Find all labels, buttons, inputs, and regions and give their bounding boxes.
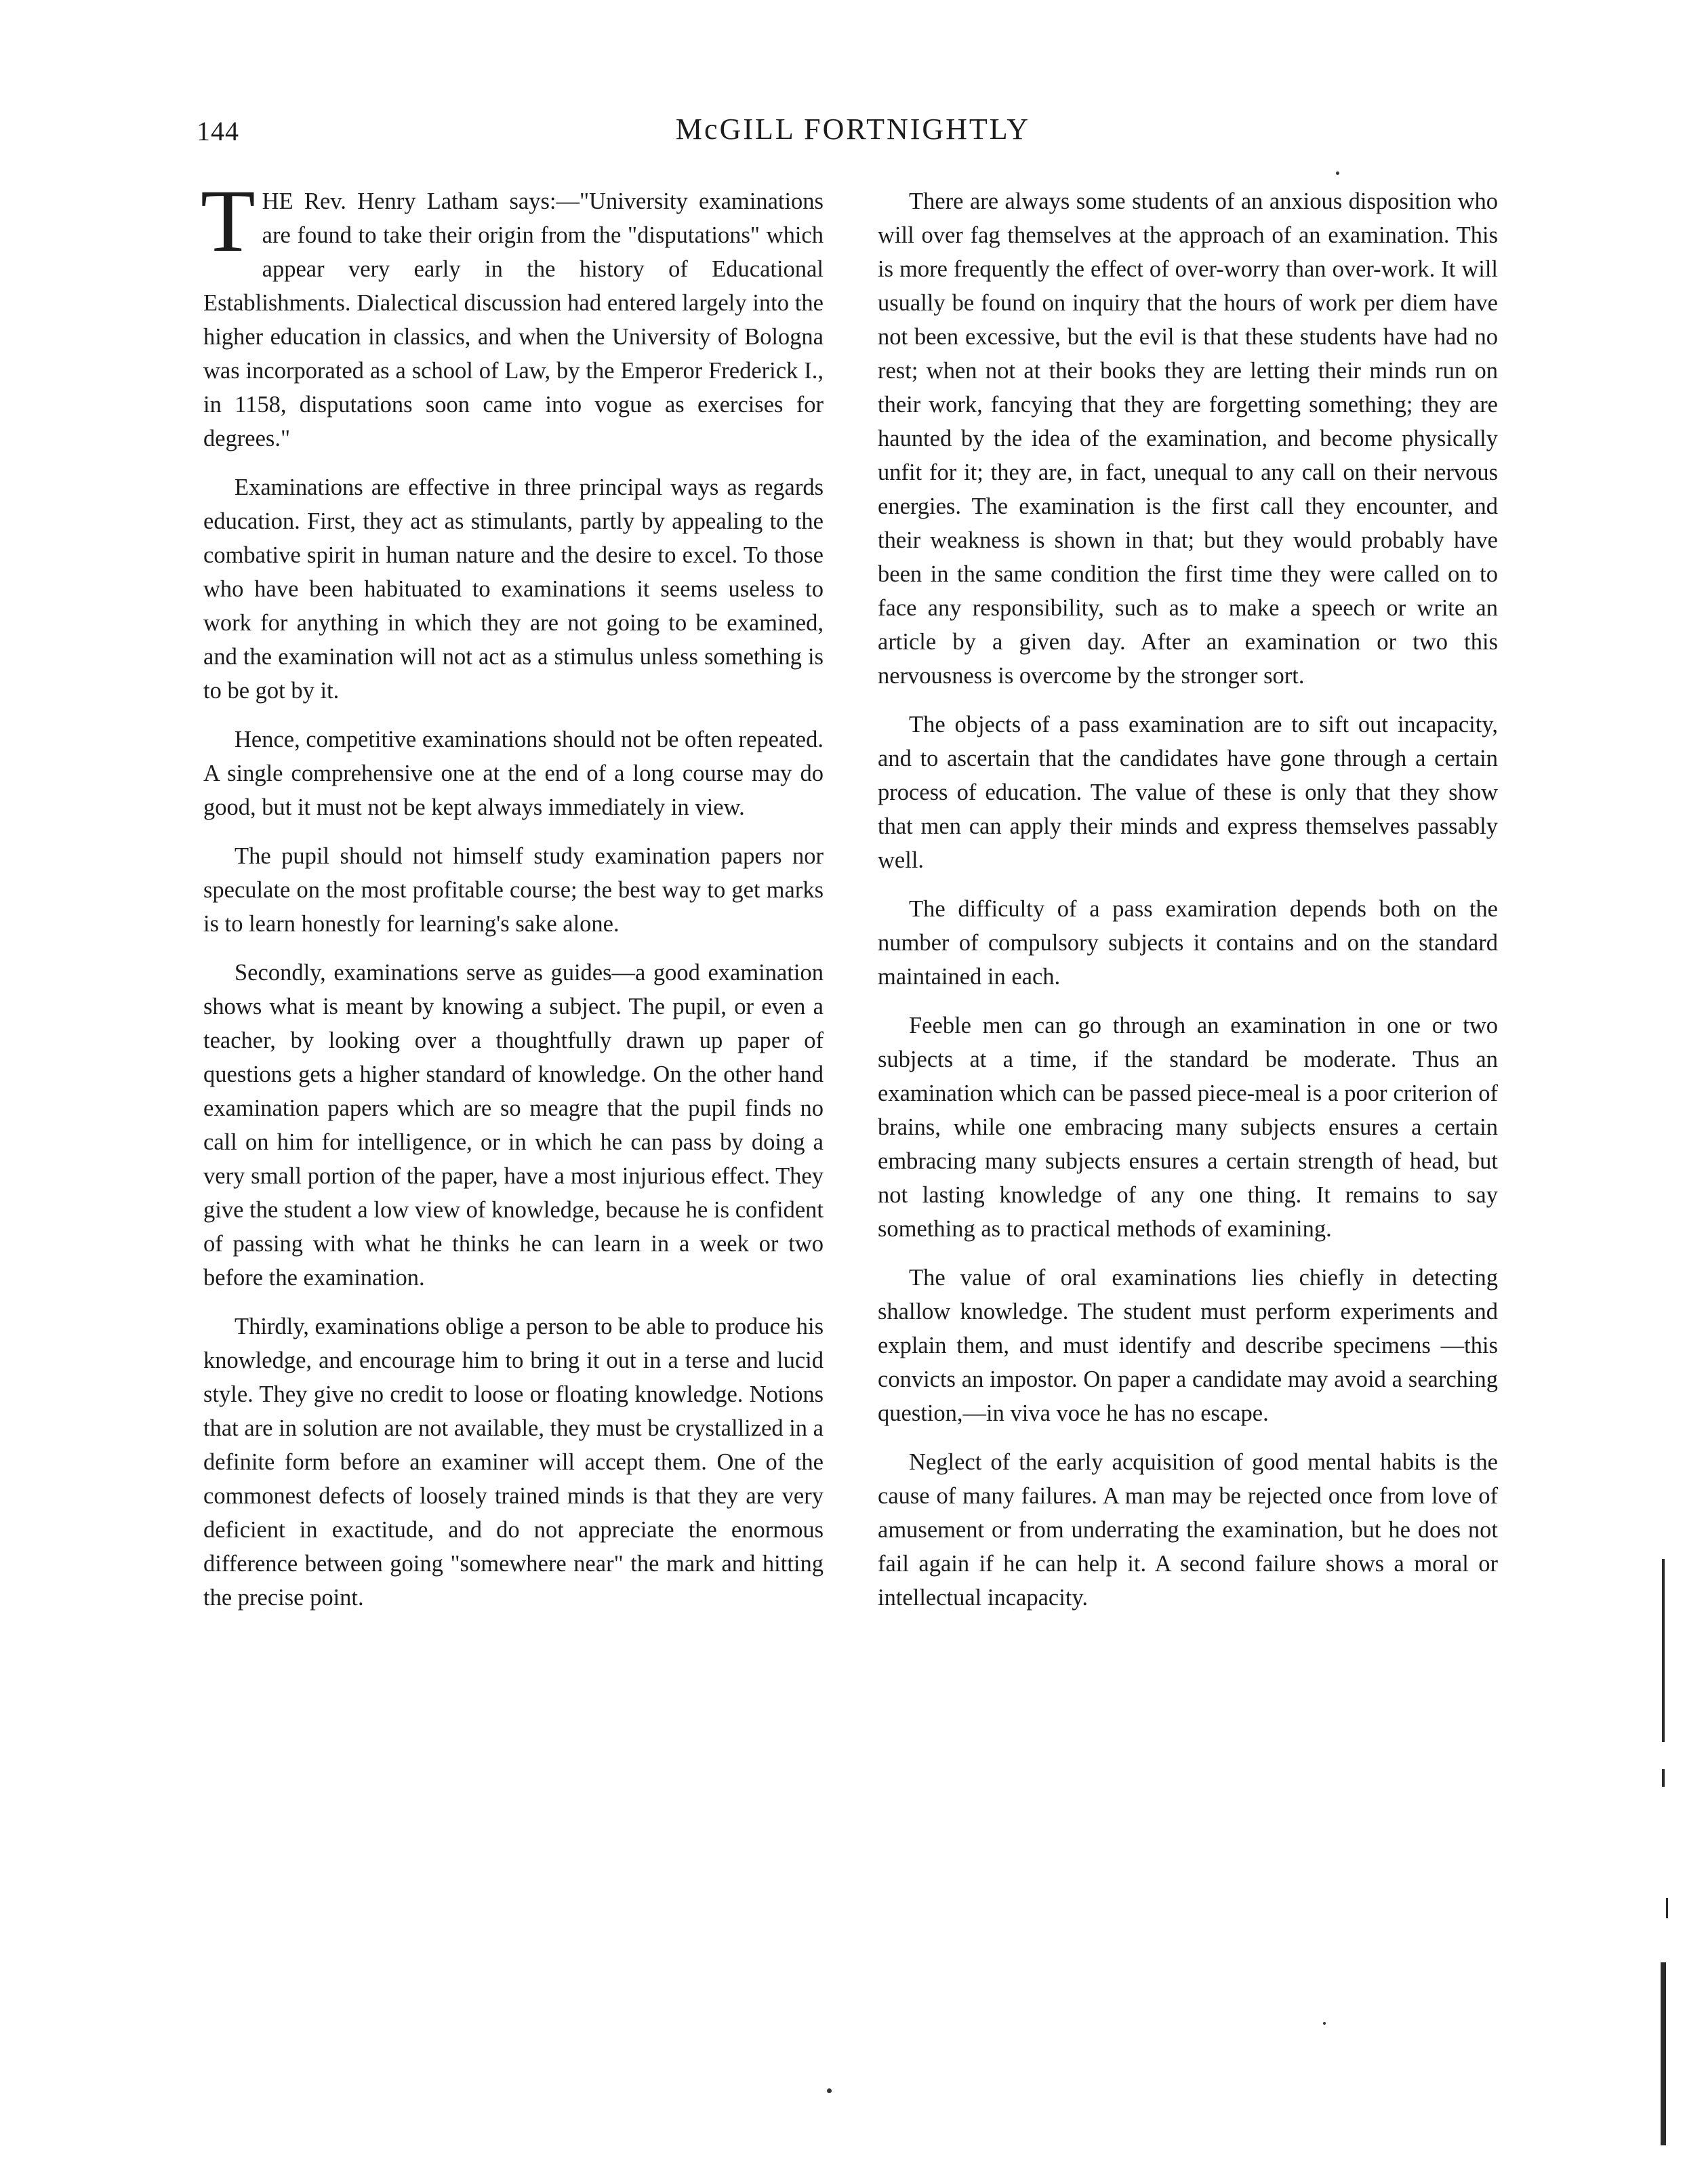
paragraph: Examinations are effective in three principal ways as regards education. First, they act as stimulants, partly by appealing to the combative spirit in human nature and the desire to excel. To those who have been habituated to examinations it seems useless to work for anything in which they are not going to be examined, and the examination will not act as a stimulus unless something is to be got by it. <box>203 474 824 704</box>
paragraph: The objects of a pass examination are to sift out incapacity, and to ascertain that the candidates have gone through a certain process of education. The value of these is only that they show that men can apply their minds and express themselves passably well. <box>878 712 1498 873</box>
drop-cap: T <box>201 171 256 270</box>
scan-speck <box>827 2088 832 2093</box>
left-column <box>201 171 824 1630</box>
scan-margin-mark <box>1661 1962 1666 2145</box>
paragraph: There are always some students of an anxious disposition who will over fag themselves at the approach of an examination. This is more frequently the effect of over-worry than over-work. It will usually be found on inquiry that the hours of work per diem have not been excessive, but the evil is that these students have had no rest; when not at their books they are letting their minds run on their work, fancying that they are forgetting something; they are haunted by the idea of the examination, and become physically unfit for it; they are, in fact, unequal to any call on their nervous energies. The examination is the first call they encounter, and their weakness is shown in that; but they would probably have been in the same condition the first time they were called on to face any responsibility, such as to make a speech or write an article by a given day. After an examination or two this nervousness is overcome by the stronger sort. <box>878 188 1498 689</box>
running-head: McGILL FORTNIGHTLY <box>675 113 1031 146</box>
scan-margin-mark <box>1666 1898 1668 1918</box>
paragraph-text: HE Rev. Henry Latham says:—"University examinations are found to take their origin from the "disputations" which appear very early in the history of Educational Establishments. Dialectical discussion had entered largely into the higher education in classics, and when the University of Bologna was incorporated as a school of Law, by the Emperor Frederick I., in 1158, disputations soon came into vogue as exercises for degrees." <box>203 188 824 451</box>
paragraph: Neglect of the early acquisition of good mental habits is the cause of many failures. A man may be rejected once from love of amusement or from underrating the examination, but he does not fail again if he can help it. A second failure shows a moral or intellectual incapacity. <box>878 1449 1498 1611</box>
scan-margin-mark <box>1662 1769 1665 1787</box>
paragraph: The value of oral examinations lies chiefly in detecting shallow knowledge. The student must perform experiments and explain them, and must identify and describe specimens —this convicts an impostor. On paper a candidate may avoid a searching question,—in viva voce he has no escape. <box>878 1265 1498 1426</box>
paragraph: Thirdly, examinations oblige a person to be able to produce his knowledge, and encourage him to bring it out in a terse and lucid style. They give no credit to loose or floating knowledge. Notions that are in solution are not available, they must be crystallized in a definite form before an examiner will accept them. One of the commonest defects of loosely trained minds is that they are very deficient in exactitude, and do not appreciate the enormous difference between going "somewhere near" the mark and hitting the precise point. <box>203 1314 824 1611</box>
paragraph: Hence, competitive examinations should not be often repeated. A single comprehensive one at the end of a long course may do good, but it must not be kept always immediately in view. <box>203 727 824 820</box>
paragraph: Secondly, examinations serve as guides—a good examination shows what is meant by knowing a subject. The pupil, or even a teacher, by looking over a thoughtfully drawn up paper of questions gets a higher standard of knowledge. On the other hand examination papers which are so meagre that the pupil finds no call on him for intelligence, or in which he can pass by doing a very small portion of the paper, have a most injurious effect. They give the student a low view of knowledge, because he is confident of passing with what he thinks he can learn in a week or two before the examination. <box>203 960 824 1291</box>
paragraph: The difficulty of a pass examiration depends both on the number of compulsory subjects it contains and on the standard maintained in each. <box>878 896 1498 990</box>
scan-speck <box>1336 171 1339 175</box>
paragraph <box>201 171 824 456</box>
paragraph: The pupil should not himself study examination papers nor speculate on the most profitable course; the best way to get marks is to learn honestly for learning's sake alone. <box>203 843 824 937</box>
right-column <box>878 184 1498 1630</box>
page-number: 144 <box>197 116 239 146</box>
paragraph: Feeble men can go through an examination in one or two subjects at a time, if the standard be moderate. Thus an examination which can be passed piece-meal is a poor criterion of brains, while one embracing many subjects ensures a certain embracing many subjects ensures a certain strength of head, but not lasting knowledge of any one thing. It remains to say something as to practical methods of examining. <box>878 1013 1498 1242</box>
scan-margin-mark <box>1662 1559 1665 1742</box>
scan-speck <box>1323 2022 1326 2025</box>
